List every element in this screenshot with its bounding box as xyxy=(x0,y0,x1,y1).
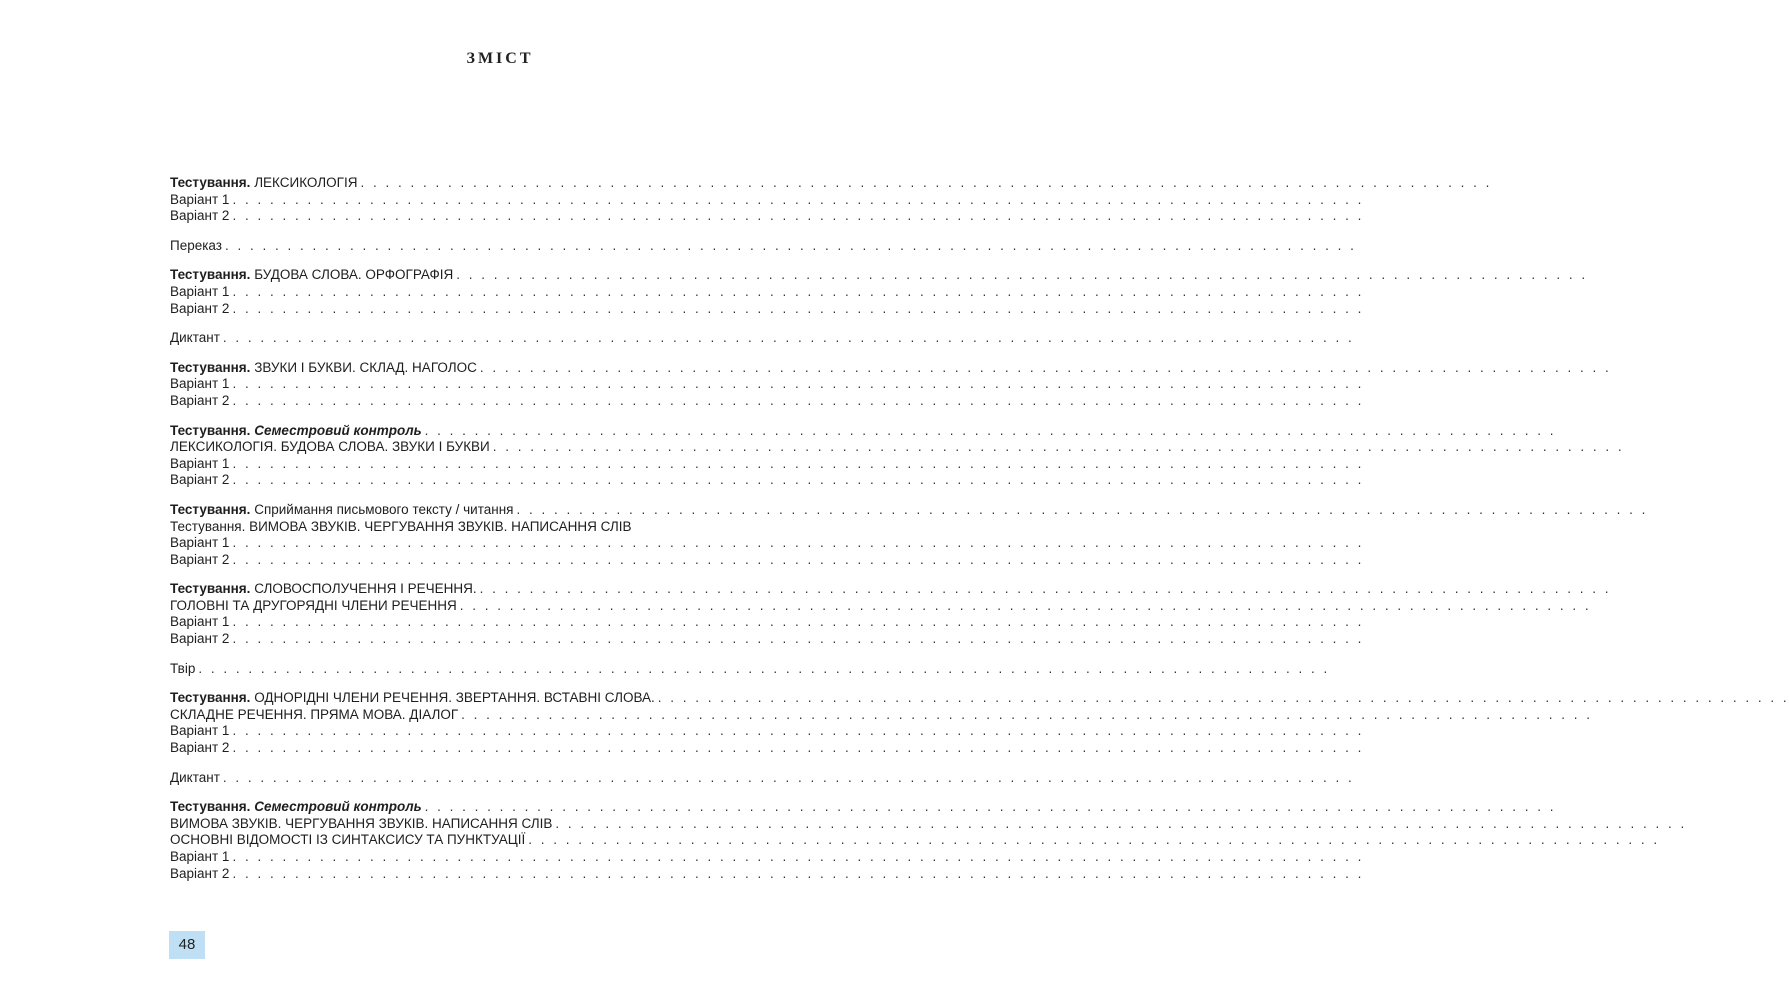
toc-entry: Твір . . . . . . . . . . . . . . . . . . . . . . . . . . . . . . . . . . . . . . . . . . . . . . . . . . . . . . . . . . . . . . . . . . . . . . . . . . . . . . . . . . . . . . . . . . . xyxy=(170,660,1330,676)
toc-group xyxy=(170,330,1355,347)
toc-entry: ЛЕКСИКОЛОГІЯ. БУДОВА СЛОВА. ЗВУКИ І БУКВИ . . . . . . . . . . . . . . . . . . . . . . . . . . . . . . . . . . . . . . . . . . . . . . . . . . . . . . . . . . . . . . . . . . . . . . . . . . . . . . . . . . . . . . . . . . . xyxy=(170,439,1625,455)
toc-group xyxy=(170,581,1612,647)
toc-entry: Варіант 2 . . . . . . . . . . . . . . . . . . . . . . . . . . . . . . . . . . . . . . . . . . . . . . . . . . . . . . . . . . . . . . . . . . . . . . . . . . . . . . . . . . . . . . . . . . . xyxy=(170,392,1364,408)
toc-group xyxy=(170,422,1625,489)
toc-entry: Тестування. ЛЕКСИКОЛОГІЯ . . . . . . . . . . . . . . . . . . . . . . . . . . . . . . . . . . . . . . . . . . . . . . . . . . . . . . . . . . . . . . . . . . . . . . . . . . . . . . . . . . . . . . . . . . . xyxy=(170,175,1492,190)
toc-entry: Варіант 2 . . . . . . . . . . . . . . . . . . . . . . . . . . . . . . . . . . . . . . . . . . . . . . . . . . . . . . . . . . . . . . . . . . . . . . . . . . . . . . . . . . . . . . . . . . . xyxy=(170,208,1364,224)
toc-entry: Диктант . . . . . . . . . . . . . . . . . . . . . . . . . . . . . . . . . . . . . . . . . . . . . . . . . . . . . . . . . . . . . . . . . . . . . . . . . . . . . . . . . . . . . . . . . . . xyxy=(170,330,1355,346)
toc-entry: Варіант 1 . . . . . . . . . . . . . . . . . . . . . . . . . . . . . . . . . . . . . . . . . . . . . . . . . . . . . . . . . . . . . . . . . . . . . . . . . . . . . . . . . . . . . . . . . . . xyxy=(170,723,1364,739)
toc-entry: ГОЛОВНІ ТА ДРУГОРЯДНІ ЧЛЕНИ РЕЧЕННЯ . . . . . . . . . . . . . . . . . . . . . . . . . . . . . . . . . . . . . . . . . . . . . . . . . . . . . . . . . . . . . . . . . . . . . . . . . . . . . . . . . . . . . . . . . . . xyxy=(170,597,1592,613)
toc-entry: Тестування. БУДОВА СЛОВА. ОРФОГРАФІЯ . . . . . . . . . . . . . . . . . . . . . . . . . . . . . . . . . . . . . . . . . . . . . . . . . . . . . . . . . . . . . . . . . . . . . . . . . . . . . . . . . . . . . . . . . . . xyxy=(170,267,1588,283)
toc-entry: Варіант 1 . . . . . . . . . . . . . . . . . . . . . . . . . . . . . . . . . . . . . . . . . . . . . . . . . . . . . . . . . . . . . . . . . . . . . . . . . . . . . . . . . . . . . . . . . . . xyxy=(170,849,1364,864)
toc-group xyxy=(170,359,1612,410)
toc-entry: Варіант 1 . . . . . . . . . . . . . . . . . . . . . . . . . . . . . . . . . . . . . . . . . . . . . . . . . . . . . . . . . . . . . . . . . . . . . . . . . . . . . . . . . . . . . . . . . . . xyxy=(170,283,1364,299)
toc-entry: ВИМОВА ЗВУКІВ. ЧЕРГУВАННЯ ЗВУКІВ. НАПИСАННЯ СЛІВ . . . . . . . . . . . . . . . . . . . . . . . . . . . . . . . . . . . . . . . . . . . . . . . . . . . . . . . . . . . . . . . . . . . . . . . . . . . . . . . . . . . . . . . . . . . xyxy=(170,815,1687,831)
toc-entry: Варіант 2 . . . . . . . . . . . . . . . . . . . . . . . . . . . . . . . . . . . . . . . . . . . . . . . . . . . . . . . . . . . . . . . . . . . . . . . . . . . . . . . . . . . . . . . . . . . xyxy=(170,300,1364,316)
toc-entry: Варіант 1 . . . . . . . . . . . . . . . . . . . . . . . . . . . . . . . . . . . . . . . . . . . . . . . . . . . . . . . . . . . . . . . . . . . . . . . . . . . . . . . . . . . . . . . . . . . xyxy=(170,535,1364,551)
toc-group xyxy=(170,237,1357,255)
toc-group xyxy=(170,660,1330,678)
toc-entry: Тестування. ЗВУКИ І БУКВИ. СКЛАД. НАГОЛОС . . . . . . . . . . . . . . . . . . . . . . . . . . . . . . . . . . . . . . . . . . . . . . . . . . . . . . . . . . . . . . . . . . . . . . . . . . . . . . . . . . . . . . . . . . . xyxy=(170,359,1612,375)
toc-entry: Тестування. Семестровий контроль . . . . . . . . . . . . . . . . . . . . . . . . . . . . . . . . . . . . . . . . . . . . . . . . . . . . . . . . . . . . . . . . . . . . . . . . . . . . . . . . . . . . . . . . . . . xyxy=(170,799,1557,815)
toc-entry: Тестування. ОДНОРІДНІ ЧЛЕНИ РЕЧЕННЯ. ЗВЕРТАННЯ. ВСТАВНІ СЛОВА. . . . . . . . . . . . . . . . . . . . . . . . . . . . . . . . . . . . . . . . . . . . . . . . . . . . . . . . . . . . . . . . . . . . . . . . . . . . . . . . . . . . . . . . . . . . xyxy=(170,690,1789,706)
table-of-contents xyxy=(170,175,1789,882)
toc-entry: Переказ . . . . . . . . . . . . . . . . . . . . . . . . . . . . . . . . . . . . . . . . . . . . . . . . . . . . . . . . . . . . . . . . . . . . . . . . . . . . . . . . . . . . . . . . . . . xyxy=(170,237,1357,253)
toc-group xyxy=(170,501,1648,568)
toc-group xyxy=(170,769,1355,787)
toc-entry: Варіант 2 . . . . . . . . . . . . . . . . . . . . . . . . . . . . . . . . . . . . . . . . . . . . . . . . . . . . . . . . . . . . . . . . . . . . . . . . . . . . . . . . . . . . . . . . . . . xyxy=(170,472,1364,488)
page-number: 48 xyxy=(169,931,205,959)
toc-entry: Тестування. Сприймання письмового тексту / читання . . . . . . . . . . . . . . . . . . . . . . . . . . . . . . . . . . . . . . . . . . . . . . . . . . . . . . . . . . . . . . . . . . . . . . . . . . . . . . . . . . . . . . . . . . . xyxy=(170,501,1648,517)
page-title: ЗМІСТ xyxy=(466,50,534,67)
toc-entry: Варіант 2 . . . . . . . . . . . . . . . . . . . . . . . . . . . . . . . . . . . . . . . . . . . . . . . . . . . . . . . . . . . . . . . . . . . . . . . . . . . . . . . . . . . . . . . . . . . xyxy=(170,631,1364,647)
toc-entry: Варіант 2 . . . . . . . . . . . . . . . . . . . . . . . . . . . . . . . . . . . . . . . . . . . . . . . . . . . . . . . . . . . . . . . . . . . . . . . . . . . . . . . . . . . . . . . . . . . xyxy=(170,551,1364,567)
toc-entry: ОСНОВНІ ВІДОМОСТІ ІЗ СИНТАКСИСУ ТА ПУНКТУАЦІЇ . . . . . . . . . . . . . . . . . . . . . . . . . . . . . . . . . . . . . . . . . . . . . . . . . . . . . . . . . . . . . . . . . . . . . . . . . . . . . . . . . . . . . . . . . . . xyxy=(170,832,1660,848)
toc-group xyxy=(170,799,1687,882)
toc-group xyxy=(170,175,1492,225)
toc-entry: Тестування. ВИМОВА ЗВУКІВ. ЧЕРГУВАННЯ ЗВУКІВ. НАПИСАННЯ СЛІВ xyxy=(170,518,632,534)
toc-entry: Варіант 1 . . . . . . . . . . . . . . . . . . . . . . . . . . . . . . . . . . . . . . . . . . . . . . . . . . . . . . . . . . . . . . . . . . . . . . . . . . . . . . . . . . . . . . . . . . . xyxy=(170,614,1364,630)
toc-entry: Варіант 1 . . . . . . . . . . . . . . . . . . . . . . . . . . . . . . . . . . . . . . . . . . . . . . . . . . . . . . . . . . . . . . . . . . . . . . . . . . . . . . . . . . . . . . . . . . . xyxy=(170,455,1364,471)
toc-entry: Тестування. СЛОВОСПОЛУЧЕННЯ І РЕЧЕННЯ. . . . . . . . . . . . . . . . . . . . . . . . . . . . . . . . . . . . . . . . . . . . . . . . . . . . . . . . . . . . . . . . . . . . . . . . . . . . . . . . . . . . . . . . . . . . xyxy=(170,581,1612,597)
toc-entry: Диктант . . . . . . . . . . . . . . . . . . . . . . . . . . . . . . . . . . . . . . . . . . . . . . . . . . . . . . . . . . . . . . . . . . . . . . . . . . . . . . . . . . . . . . . . . . . xyxy=(170,769,1355,785)
toc-entry: СКЛАДНЕ РЕЧЕННЯ. ПРЯМА МОВА. ДІАЛОГ . . . . . . . . . . . . . . . . . . . . . . . . . . . . . . . . . . . . . . . . . . . . . . . . . . . . . . . . . . . . . . . . . . . . . . . . . . . . . . . . . . . . . . . . . . . xyxy=(170,706,1593,722)
toc-entry: Тестування. Семестровий контроль . . . . . . . . . . . . . . . . . . . . . . . . . . . . . . . . . . . . . . . . . . . . . . . . . . . . . . . . . . . . . . . . . . . . . . . . . . . . . . . . . . . . . . . . . . . xyxy=(170,422,1557,438)
toc-entry: Варіант 2 . . . . . . . . . . . . . . . . . . . . . . . . . . . . . . . . . . . . . . . . . . . . . . . . . . . . . . . . . . . . . . . . . . . . . . . . . . . . . . . . . . . . . . . . . . . xyxy=(170,740,1364,756)
toc-group xyxy=(170,690,1789,756)
toc-entry: Варіант 1 . . . . . . . . . . . . . . . . . . . . . . . . . . . . . . . . . . . . . . . . . . . . . . . . . . . . . . . . . . . . . . . . . . . . . . . . . . . . . . . . . . . . . . . . . . . xyxy=(170,376,1364,392)
toc-entry: Варіант 2 . . . . . . . . . . . . . . . . . . . . . . . . . . . . . . . . . . . . . . . . . . . . . . . . . . . . . . . . . . . . . . . . . . . . . . . . . . . . . . . . . . . . . . . . . . . xyxy=(170,865,1364,881)
toc-group xyxy=(170,267,1588,317)
toc-entry: Варіант 1 . . . . . . . . . . . . . . . . . . . . . . . . . . . . . . . . . . . . . . . . . . . . . . . . . . . . . . . . . . . . . . . . . . . . . . . . . . . . . . . . . . . . . . . . . . . xyxy=(170,191,1364,207)
